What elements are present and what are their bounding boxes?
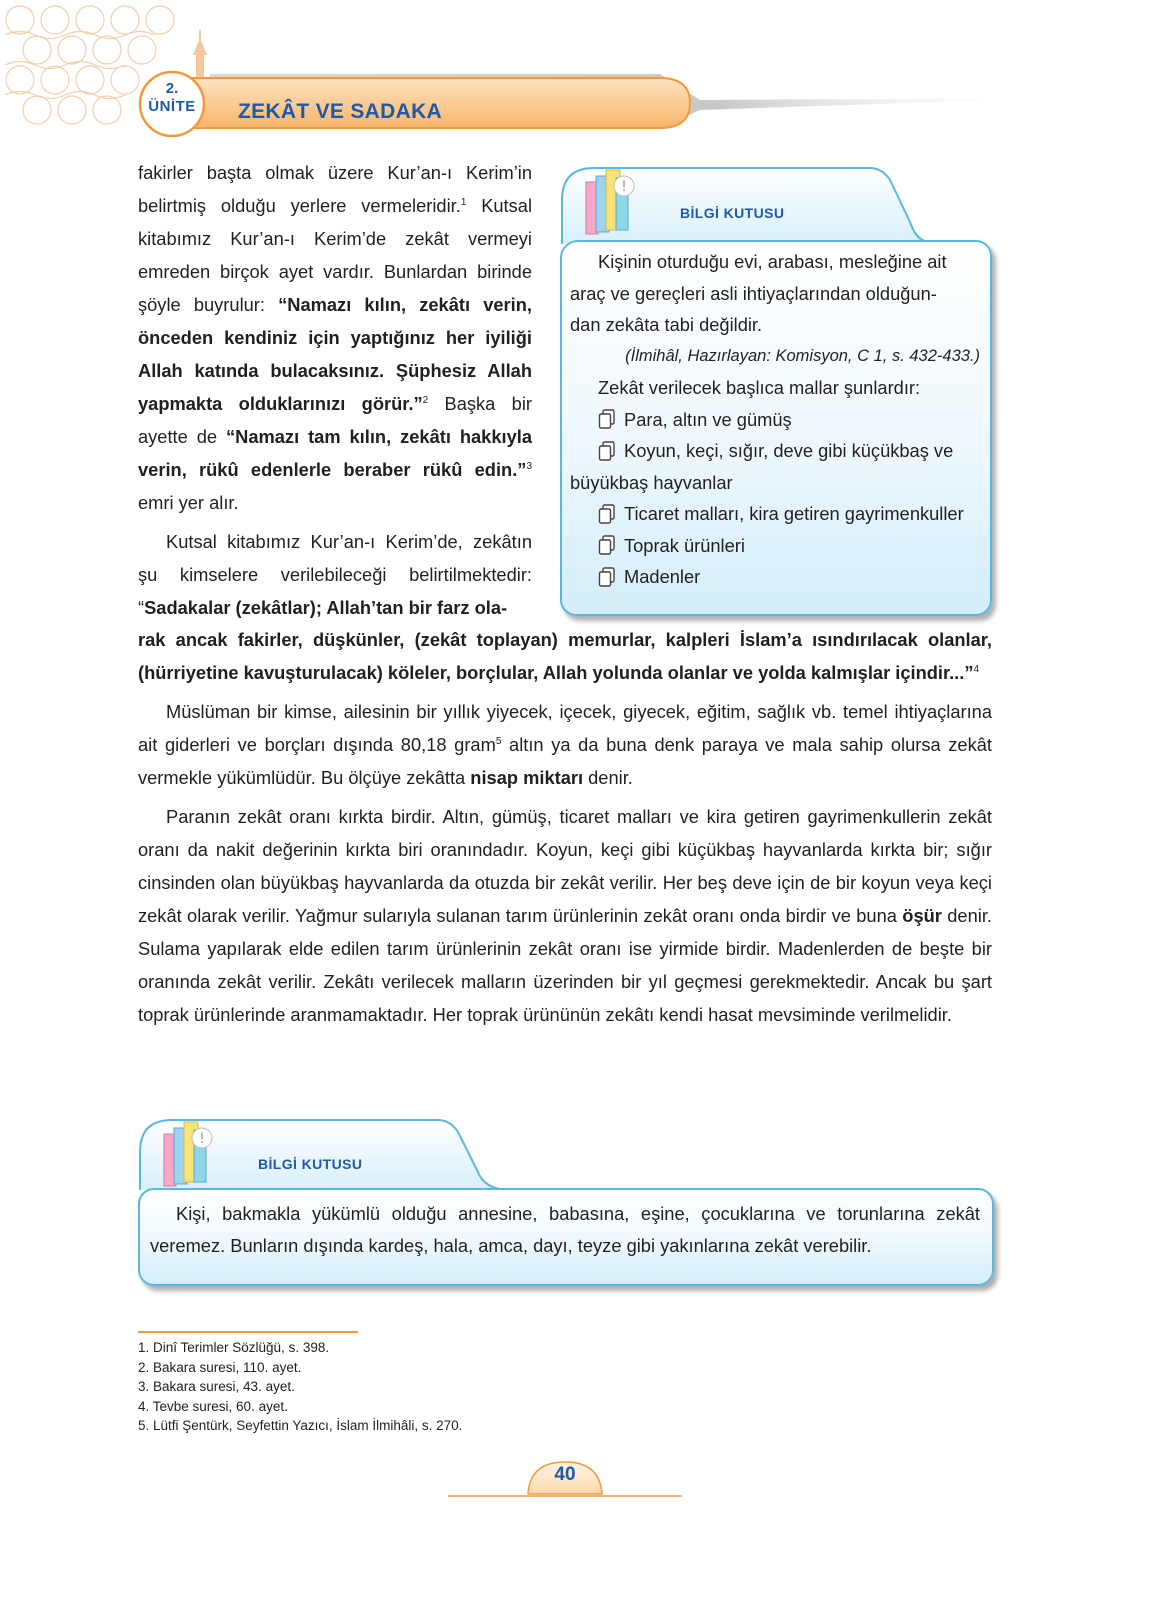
list-item: Para, altın ve gümüş — [570, 404, 980, 436]
footnote-ref-1: 1 — [460, 196, 467, 208]
paragraph-2-continued: rak ancak fakirler, düşkünler, (zekât toplayan) memurlar, kalpleri İslam’a ısındırılacak olanlar, (hürriyetine kavuşturulacak) köleler, borçlular, Allah yolunda olanlar ve yolda kalmışlar içindir...”$^4$ — [138, 629, 992, 683]
footnote: 5. Lütfi Şentürk, Seyfettin Yazıcı, İslam İlmihâli, s. 270. — [138, 1418, 463, 1433]
paragraph-1: fakirler başta olmak üzere Kur’an-ı Kerim’in belirtmiş olduğu yerlere vermeleridir.$^1$ Kutsal kitabımız Kur’an-ı Kerim’de zekât vermeyi emreden birçok ayet vardır. Bunlardan birinde şöyle buyrulur: “Namazı kılın, zekâtı verin, önceden kendiniz için yaptığınız her iyiliği Allah katında bulacaksınız. Şüphesiz Allah yapmakta olduklarınızı görür.”$^2$ Başka bir ayette de “Namazı tam kılın, zekâtı hakkıyla verin, rükû edenlerle beraber rükû edin.”$^3$ emri yer alır. — [138, 162, 533, 513]
footnote: 4. Tevbe suresi, 60. ayet. — [138, 1398, 288, 1414]
unit-number: 2. — [165, 80, 179, 97]
svg-text:!: ! — [199, 1131, 205, 1147]
info-box-2 — [138, 1188, 994, 1286]
quote-2: “Namazı tam kılın, zekâtı hakkıyla verin, rükû edenlerle beraber rükû edin.” — [138, 426, 532, 480]
svg-text:!: ! — [621, 179, 627, 195]
info-box-1-label: BİLGİ KUTUSU — [680, 205, 785, 221]
full-width-text — [138, 623, 992, 1031]
copy-icon — [598, 441, 616, 461]
info-box-1 — [560, 240, 992, 616]
books-icon — [584, 166, 640, 238]
footnote: 1. Dinî Terimler Sözlüğü, s. 398. — [138, 1340, 330, 1355]
info-box-2-label: BİLGİ KUTUSU — [258, 1156, 363, 1172]
books-icon — [162, 1118, 218, 1190]
footnote-ref-3: 3 — [526, 460, 532, 472]
list-item: Ticaret malları, kira getiren gayrimenkuller — [570, 498, 980, 530]
info-box-1-line-3: dan zekâta tabi değildir. — [570, 314, 763, 335]
quote-1: “Namazı kılın, zekâtı verin, önceden kendiniz için yaptığınız her iyiliği Allah katında bulacaksınız. Şüphesiz Allah yapmakta olduklarınızı görür.” — [138, 294, 532, 414]
info-box-1-source: (İlmihâl, Hazırlayan: Komisyon, C 1, s. 432-433.) — [625, 346, 980, 365]
footnote-divider — [138, 1331, 358, 1333]
info-box-1-line-1: Kişinin oturduğu evi, arabası, mesleğine ait — [598, 251, 947, 272]
info-box-1-content — [570, 246, 980, 593]
term-nisap: nisap miktarı — [470, 767, 584, 788]
list-item-continuation: büyükbaş hayvanlar — [570, 471, 733, 493]
unit-title: ZEKÂT VE SADAKA — [238, 100, 443, 123]
paragraph-4: Paranın zekât oranı kırkta birdir. Altın, gümüş, ticaret malları ve kira getiren gayrimenkullerin zekât oranı da nakit değerinin kırkta biri oranındadır. Koyun, keçi gibi küçükbaş hayvanlarda kırkta bir; sığır cinsinden olan büyükbaş hayvanlarda da otuzda bir zekât verilir. Her beş deve için de bir koyun veya keçi zekât olarak verilir. Yağmur sularıyla sulanan tarım ürünlerinin zekât oranı onda birdir ve buna öşür denir. Sulama yapılarak elde edilen tarım ürünlerinin zekât oranı ise yirmide birdir. Madenlerden de beşte bir oranında zekât verilir. Zekâtı verilecek malların üzerinden bir yıl geçmesi gerekmektedir. Ancak bu şart toprak ürünlerinde aranmamaktadır. Her toprak ürününün zekâtı kendi hasat mevsiminde verilmelidir. — [138, 806, 992, 1025]
list-item: Madenler — [570, 561, 980, 593]
footnote: 2. Bakara suresi, 110. ayet. — [138, 1359, 302, 1375]
info-box-1-intro: Zekât verilecek başlıca mallar şunlardır: — [598, 377, 921, 398]
page-number: 40 — [554, 1464, 576, 1485]
term-osur: öşür — [902, 905, 942, 926]
paragraph-3: Müslüman bir kimse, ailesinin bir yıllık yiyecek, içecek, giyecek, eğitim, sağlık vb. temel ihtiyaçlarına ait giderleri ve borçları dışında 80,18 gram$^5$ altın ya da buna denk paraya ve mala sahip olursa zekât vermekle yükümlüdür. Bu ölçüye zekâtta nisap miktarı denir. — [138, 701, 992, 788]
unit-badge — [140, 80, 204, 140]
list-item: Toprak ürünleri — [570, 530, 980, 562]
unit-word: ÜNİTE — [148, 98, 196, 115]
info-box-1-line-2: araç ve gereçleri asli ihtiyaçlarından olduğun- — [570, 282, 937, 304]
footnote-ref-5: 5 — [495, 735, 502, 747]
copy-icon — [598, 535, 616, 555]
quote-3: Sadakalar (zekâtlar); Allah’tan bir farz ola- — [144, 597, 508, 618]
paragraph-2: Kutsal kitabımız Kur’an-ı Kerim’de, zekâtın şu kimselere verilebileceği belirtilmektedir: “Sadakalar (zekâtlar); Allah’tan bir farz ola- — [138, 531, 532, 618]
footnote-ref-2: 2 — [422, 394, 429, 406]
copy-icon — [598, 567, 616, 587]
footnote: 3. Bakara suresi, 43. ayet. — [138, 1379, 295, 1394]
left-column-text — [138, 156, 532, 624]
footnote-ref-4: 4 — [973, 663, 980, 675]
list-item: Koyun, keçi, sığır, deve gibi küçükbaş ve — [570, 435, 980, 467]
info-box-2-text: Kişi, bakmakla yükümlü olduğu annesine, babasına, eşine, çocuklarına ve torunlarına zekât veremez. Bunların dışında kardeş, hala, amca, dayı, teyze gibi yakınlarına zekât verebilir. — [150, 1203, 980, 1256]
copy-icon — [598, 504, 616, 524]
footnotes — [138, 1338, 462, 1436]
copy-icon — [598, 409, 616, 429]
page-number-badge — [448, 1458, 682, 1502]
